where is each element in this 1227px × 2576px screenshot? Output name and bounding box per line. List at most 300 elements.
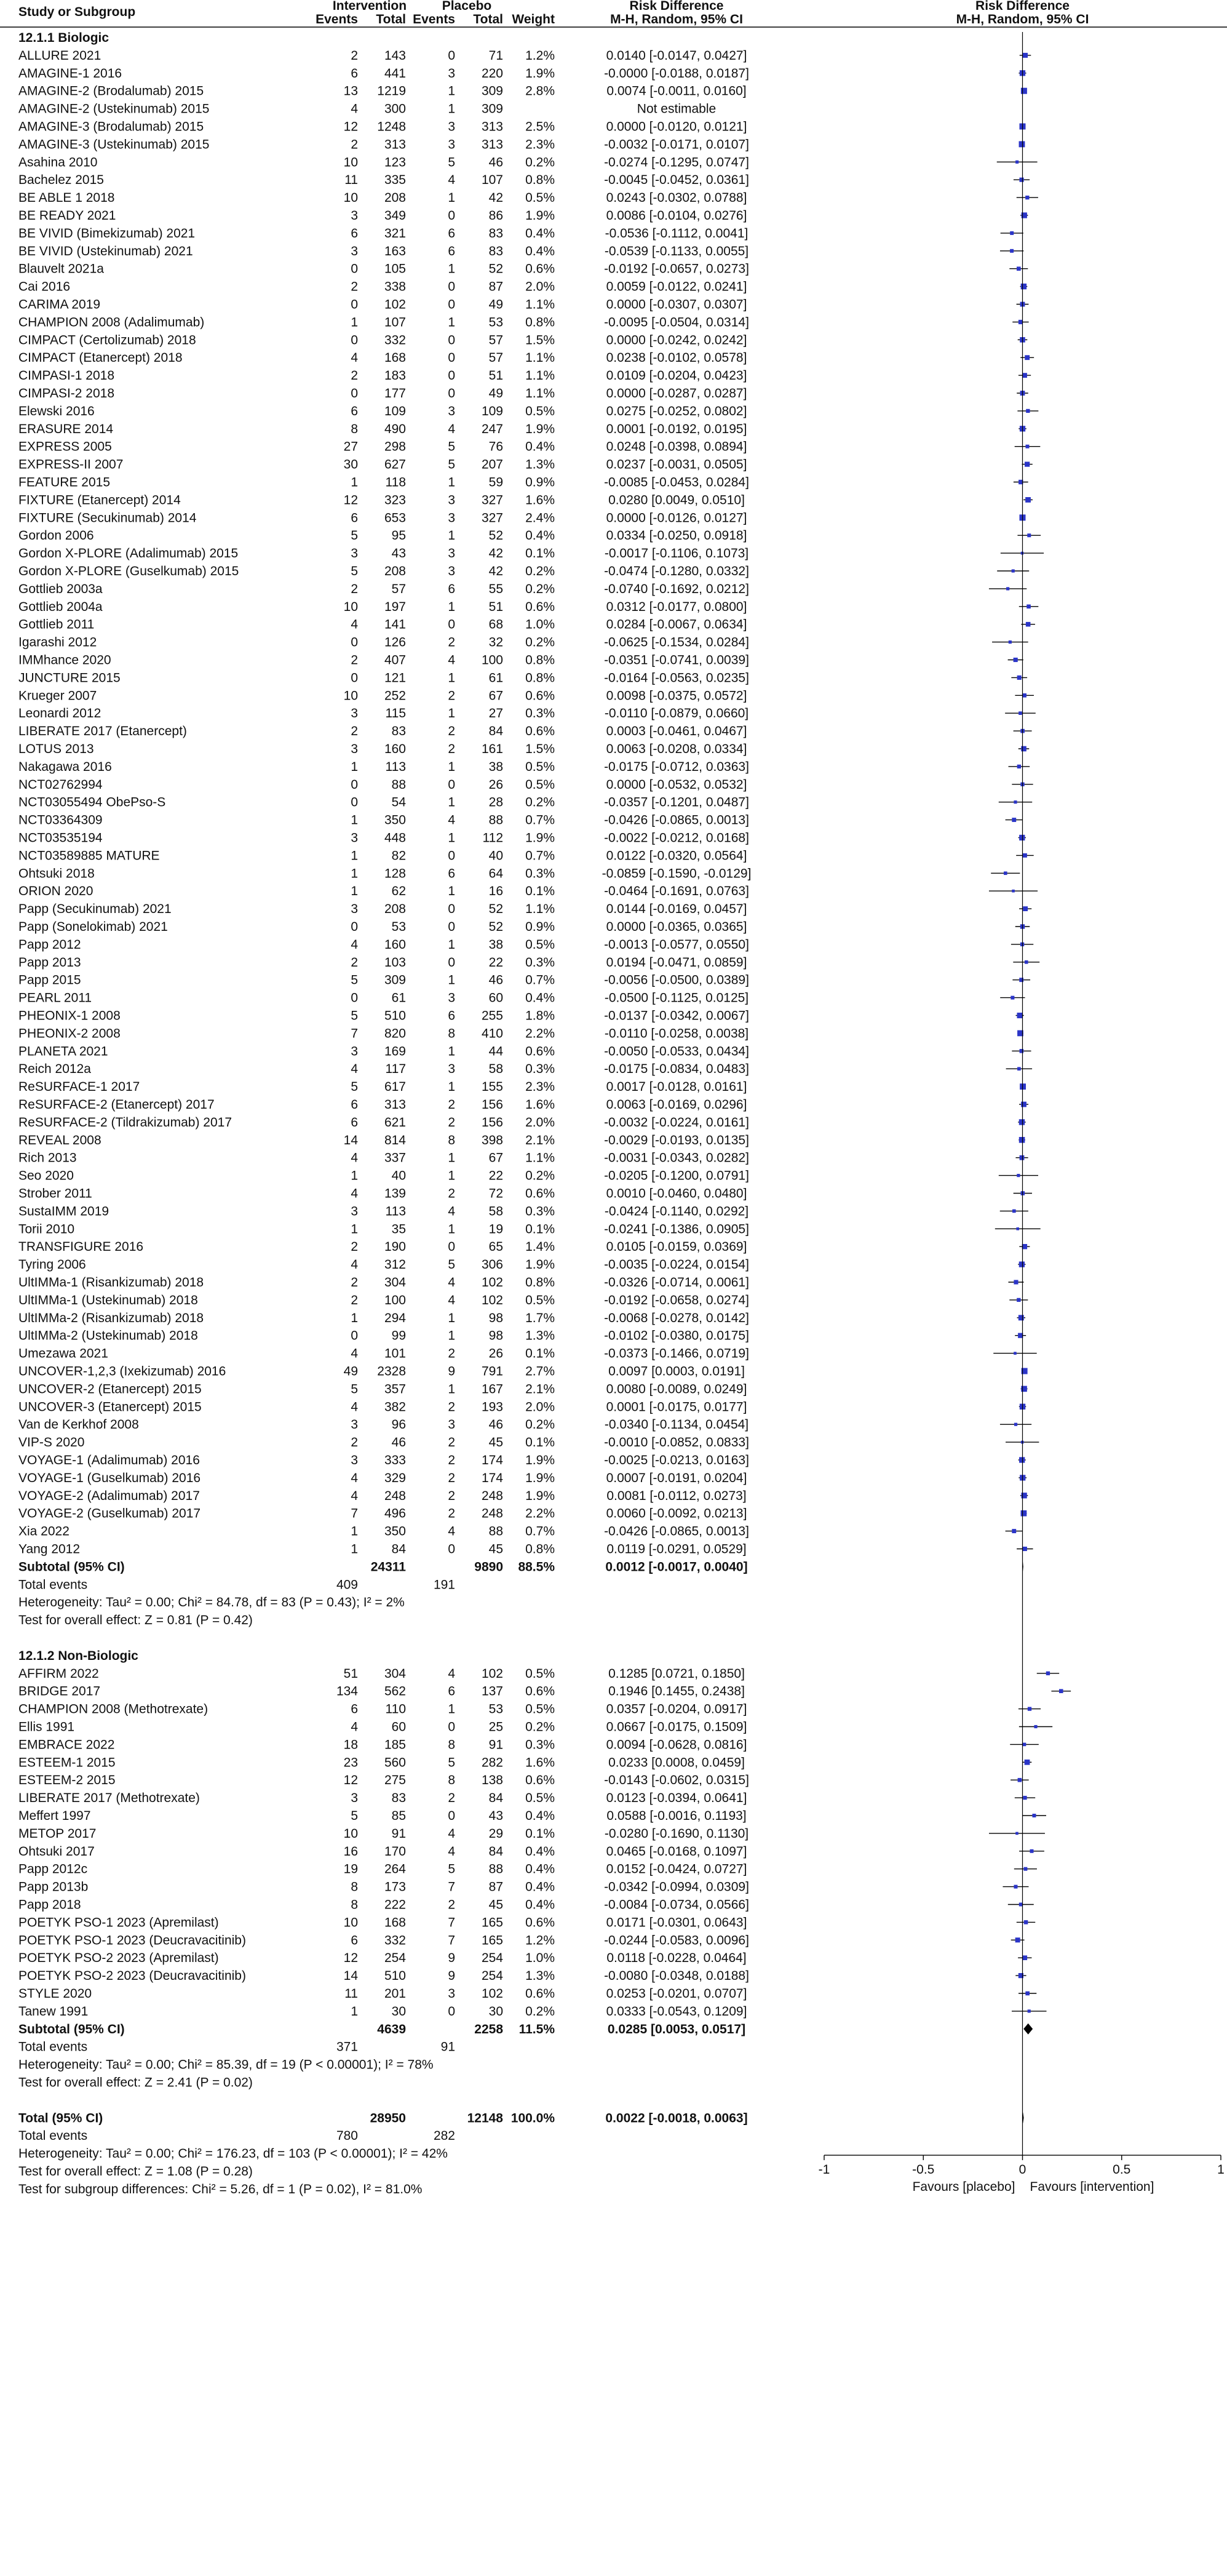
study-events-intervention: 14 (343, 1969, 358, 1984)
study-effect-square (1016, 1227, 1019, 1230)
study-events-placebo: 4 (448, 173, 455, 188)
overall-effect-text: Test for overall effect: Z = 2.41 (P = 0.02) (18, 2075, 253, 2090)
study-events-intervention: 10 (343, 1826, 358, 1841)
study-effect-square (1020, 1049, 1024, 1053)
study-total-placebo: 83 (488, 226, 503, 241)
study-name: Ohtsuki 2017 (18, 1844, 95, 1859)
study-total-placebo: 76 (488, 439, 503, 454)
study-effect-square (1021, 746, 1026, 752)
study-total-placebo: 16 (488, 884, 503, 899)
study-ci: 0.0280 [0.0049, 0.0510] (608, 493, 745, 508)
study-events-placebo: 1 (448, 261, 455, 276)
study-total-intervention: 510 (384, 1008, 406, 1023)
study-events-placebo: 7 (448, 1915, 455, 1930)
study-weight: 0.6% (525, 1987, 555, 2001)
study-name: UNCOVER-1,2,3 (Ixekizumab) 2016 (18, 1364, 226, 1379)
study-events-intervention: 0 (351, 777, 358, 792)
study-ci: 0.0007 [-0.0191, 0.0204] (606, 1470, 747, 1485)
study-effect-square (1017, 1013, 1023, 1018)
study-total-placebo: 88 (488, 813, 503, 827)
study-total-placebo: 52 (488, 902, 503, 917)
study-ci: -0.0085 [-0.0453, 0.0284] (604, 475, 749, 490)
study-weight: 0.5% (525, 759, 555, 774)
study-total-intervention: 82 (391, 848, 406, 863)
study-ci: 0.0017 [-0.0128, 0.0161] (606, 1080, 747, 1095)
study-name: VOYAGE-2 (Guselkumab) 2017 (18, 1506, 201, 1521)
study-total-placebo: 98 (488, 1310, 503, 1325)
study-total-placebo: 29 (488, 1826, 503, 1841)
study-events-placebo: 0 (448, 209, 455, 223)
study-weight: 2.1% (525, 1133, 555, 1147)
study-events-placebo: 1 (448, 528, 455, 543)
study-name: Gordon X-PLORE (Guselkumab) 2015 (18, 564, 239, 578)
study-name: Papp 2013 (18, 955, 81, 970)
total-events-intervention: 409 (336, 1577, 358, 1592)
study-name: Cai 2016 (18, 279, 71, 294)
study-events-intervention: 7 (351, 1026, 358, 1041)
study-events-intervention: 0 (351, 386, 358, 401)
study-name: LIBERATE 2017 (Methotrexate) (18, 1791, 200, 1806)
study-events-placebo: 3 (448, 991, 455, 1005)
x-axis-tick-label: -0.5 (912, 2163, 935, 2177)
study-total-intervention: 304 (384, 1666, 406, 1681)
study-events-intervention: 10 (343, 599, 358, 614)
study-name: Rich 2013 (18, 1150, 77, 1165)
study-weight: 0.8% (525, 315, 555, 330)
x-axis-tick-label: 1 (1217, 2163, 1225, 2177)
study-total-intervention: 123 (384, 155, 406, 170)
study-total-placebo: 43 (488, 1809, 503, 1823)
study-events-placebo: 0 (448, 777, 455, 792)
study-weight: 0.9% (525, 475, 555, 490)
study-name: FIXTURE (Secukinumab) 2014 (18, 511, 197, 525)
study-total-placebo: 52 (488, 528, 503, 543)
study-events-placebo: 1 (448, 1080, 455, 1095)
study-events-placebo: 2 (448, 1470, 455, 1485)
study-ci: 0.0243 [-0.0302, 0.0788] (606, 191, 747, 205)
study-events-placebo: 2 (448, 1453, 455, 1467)
study-weight: 2.1% (525, 1382, 555, 1397)
study-weight: 1.1% (525, 1150, 555, 1165)
study-events-placebo: 5 (448, 1258, 455, 1272)
study-total-intervention: 84 (391, 1542, 406, 1557)
study-name: NCT02762994 (18, 777, 103, 792)
subtotal-weight: 88.5% (518, 1560, 555, 1574)
study-weight: 1.5% (525, 333, 555, 348)
study-events-intervention: 3 (351, 902, 358, 917)
study-weight: 2.3% (525, 1080, 555, 1095)
study-events-intervention: 1 (351, 1542, 358, 1557)
study-total-intervention: 201 (384, 1987, 406, 2001)
study-name: JUNCTURE 2015 (18, 671, 121, 685)
study-ci: 0.0063 [-0.0208, 0.0334] (606, 742, 747, 756)
study-name: POETYK PSO-1 2023 (Apremilast) (18, 1915, 219, 1930)
study-events-placebo: 0 (448, 279, 455, 294)
study-effect-square (1020, 1155, 1025, 1160)
study-name: Reich 2012a (18, 1062, 91, 1077)
study-name: Ellis 1991 (18, 1720, 75, 1734)
study-events-placebo: 2 (448, 1435, 455, 1450)
study-name: BE VIVID (Bimekizumab) 2021 (18, 226, 196, 241)
study-weight: 2.8% (525, 84, 555, 98)
study-events-placebo: 5 (448, 457, 455, 472)
study-events-intervention: 3 (351, 831, 358, 845)
study-events-placebo: 3 (448, 137, 455, 152)
study-ci: 0.0000 [-0.0287, 0.0287] (606, 386, 747, 401)
study-effect-square (1014, 1423, 1017, 1426)
study-events-placebo: 1 (448, 1702, 455, 1717)
study-effect-square (1023, 853, 1027, 858)
study-events-intervention: 6 (351, 1115, 358, 1130)
study-ci: -0.0110 [-0.0879, 0.0660] (604, 706, 749, 721)
study-name: Igarashi 2012 (18, 635, 97, 650)
study-effect-square (1010, 231, 1014, 235)
study-effect-square (1028, 1707, 1031, 1710)
study-name: NCT03055494 ObePso-S (18, 795, 166, 810)
study-total-intervention: 321 (384, 226, 406, 241)
study-weight: 0.6% (525, 1044, 555, 1059)
study-events-placebo: 3 (448, 1987, 455, 2001)
study-events-placebo: 2 (448, 1115, 455, 1130)
study-ci: -0.0192 [-0.0657, 0.0273] (604, 261, 749, 276)
study-weight: 0.4% (525, 1880, 555, 1894)
study-effect-square (1019, 835, 1025, 840)
study-events-intervention: 1 (351, 866, 358, 881)
study-name: ReSURFACE-2 (Tildrakizumab) 2017 (18, 1115, 232, 1130)
study-events-placebo: 1 (448, 1044, 455, 1059)
study-events-intervention: 23 (343, 1755, 358, 1770)
study-events-intervention: 3 (351, 244, 358, 258)
study-total-intervention: 169 (384, 1044, 406, 1059)
study-total-placebo: 84 (488, 1844, 503, 1859)
study-events-placebo: 4 (448, 1204, 455, 1219)
study-total-placebo: 306 (481, 1258, 503, 1272)
study-events-placebo: 0 (448, 617, 455, 632)
study-events-placebo: 4 (448, 1275, 455, 1290)
study-name: ReSURFACE-1 2017 (18, 1080, 140, 1095)
study-total-placebo: 51 (488, 599, 503, 614)
subtotal-label: Subtotal (95% CI) (18, 1560, 125, 1574)
study-weight: 0.3% (525, 1062, 555, 1077)
study-total-intervention: 177 (384, 386, 406, 401)
study-events-intervention: 3 (351, 209, 358, 223)
study-events-placebo: 1 (448, 102, 455, 116)
subtotal-total-intervention: 24311 (370, 1560, 406, 1574)
study-events-intervention: 12 (343, 493, 358, 508)
study-events-intervention: 6 (351, 1933, 358, 1948)
study-name: POETYK PSO-1 2023 (Deucravacitinib) (18, 1933, 246, 1948)
study-ci: 0.0000 [-0.0242, 0.0242] (606, 333, 747, 348)
study-effect-square (1025, 497, 1031, 503)
study-events-intervention: 2 (351, 1240, 358, 1254)
study-ci: 0.0194 [-0.0471, 0.0859] (606, 955, 747, 970)
study-weight: 1.9% (525, 1258, 555, 1272)
study-events-placebo: 5 (448, 155, 455, 170)
study-weight: 1.5% (525, 742, 555, 756)
study-ci: -0.0084 [-0.0734, 0.0566] (604, 1897, 749, 1912)
study-events-placebo: 7 (448, 1933, 455, 1948)
study-total-intervention: 168 (384, 1915, 406, 1930)
study-effect-square (1030, 1849, 1034, 1853)
study-name: NCT03535194 (18, 831, 103, 845)
study-name: IMMhance 2020 (18, 653, 111, 668)
study-events-placebo: 6 (448, 226, 455, 241)
study-weight: 0.3% (525, 955, 555, 970)
study-events-intervention: 1 (351, 1524, 358, 1539)
study-events-intervention: 16 (343, 1844, 358, 1859)
study-events-placebo: 3 (448, 511, 455, 525)
study-total-intervention: 338 (384, 279, 406, 294)
study-name: Torii 2010 (18, 1222, 75, 1237)
study-events-placebo: 3 (448, 564, 455, 578)
study-name: Van de Kerkhof 2008 (18, 1418, 139, 1432)
study-total-intervention: 139 (384, 1186, 406, 1201)
study-total-placebo: 44 (488, 1044, 503, 1059)
study-events-placebo: 5 (448, 439, 455, 454)
study-name: POETYK PSO-2 2023 (Deucravacitinib) (18, 1969, 246, 1984)
study-name: Yang 2012 (18, 1542, 81, 1557)
study-total-intervention: 298 (384, 439, 406, 454)
study-events-placebo: 0 (448, 1809, 455, 1823)
study-events-placebo: 0 (448, 902, 455, 917)
study-events-intervention: 5 (351, 1008, 358, 1023)
study-total-placebo: 84 (488, 724, 503, 739)
overall-events-intervention: 780 (336, 2129, 358, 2143)
study-total-intervention: 2328 (377, 1364, 406, 1379)
study-total-intervention: 160 (384, 742, 406, 756)
total-events-label: Total events (18, 1577, 88, 1592)
study-total-intervention: 313 (384, 137, 406, 152)
study-effect-square (1017, 1298, 1020, 1302)
study-total-intervention: 333 (384, 1453, 406, 1467)
header-total-placebo: Total (473, 12, 503, 26)
study-weight: 0.4% (525, 244, 555, 258)
x-axis-tick-label: 0.5 (1113, 2163, 1131, 2177)
study-effect-square (1021, 88, 1027, 94)
study-weight: 2.0% (525, 1400, 555, 1414)
study-total-placebo: 67 (488, 1150, 503, 1165)
study-name: Gordon X-PLORE (Adalimumab) 2015 (18, 546, 239, 561)
study-ci: -0.0175 [-0.0712, 0.0363] (604, 759, 749, 774)
study-weight: 0.6% (525, 724, 555, 739)
study-weight: 1.9% (525, 66, 555, 81)
study-weight: 0.6% (525, 1684, 555, 1699)
study-effect-square (1025, 461, 1030, 466)
study-name: Asahina 2010 (18, 155, 98, 170)
study-weight: 0.6% (525, 261, 555, 276)
study-effect-square (1012, 1529, 1016, 1533)
study-events-placebo: 0 (448, 955, 455, 970)
study-name: AMAGINE-3 (Brodalumab) 2015 (18, 119, 204, 134)
study-ci: -0.0326 [-0.0714, 0.0061] (604, 1275, 749, 1290)
study-ci: -0.0274 [-0.1295, 0.0747] (604, 155, 749, 170)
study-total-placebo: 161 (481, 742, 503, 756)
study-effect-square (1014, 1352, 1017, 1355)
study-total-intervention: 1219 (377, 84, 406, 98)
study-events-placebo: 1 (448, 1168, 455, 1183)
study-total-placebo: 22 (488, 955, 503, 970)
study-events-intervention: 12 (343, 1773, 358, 1788)
study-name: Papp (Secukinumab) 2021 (18, 902, 172, 917)
study-events-intervention: 6 (351, 511, 358, 525)
study-ci: 0.1946 [0.1455, 0.2438] (608, 1684, 745, 1699)
study-events-placebo: 5 (448, 1755, 455, 1770)
study-total-placebo: 49 (488, 297, 503, 312)
study-events-placebo: 1 (448, 937, 455, 952)
study-events-intervention: 4 (351, 1488, 358, 1503)
study-weight: 1.0% (525, 617, 555, 632)
study-weight: 1.4% (525, 1240, 555, 1254)
study-name: BE READY 2021 (18, 209, 116, 223)
study-events-intervention: 2 (351, 279, 358, 294)
subgroup-title: 12.1.1 Biologic (18, 31, 109, 45)
study-name: Gottlieb 2004a (18, 599, 103, 614)
study-total-intervention: 820 (384, 1026, 406, 1041)
study-effect-square (1019, 711, 1022, 715)
study-weight: 1.9% (525, 1470, 555, 1485)
study-events-intervention: 1 (351, 1222, 358, 1237)
total-events-intervention: 371 (336, 2040, 358, 2054)
study-events-placebo: 0 (448, 920, 455, 934)
header-study: Study or Subgroup (18, 5, 136, 19)
study-events-placebo: 2 (448, 688, 455, 703)
study-total-placebo: 64 (488, 866, 503, 881)
study-events-intervention: 1 (351, 759, 358, 774)
heterogeneity-text: Heterogeneity: Tau² = 0.00; Chi² = 84.78, df = 83 (P = 0.43); I² = 2% (18, 1595, 405, 1610)
study-events-placebo: 1 (448, 599, 455, 614)
study-events-placebo: 3 (448, 1418, 455, 1432)
header-events-intervention: Events (316, 12, 358, 26)
study-weight: 1.9% (525, 1488, 555, 1503)
study-total-intervention: 46 (391, 1435, 406, 1450)
study-events-intervention: 12 (343, 119, 358, 134)
study-events-placebo: 0 (448, 1720, 455, 1734)
study-total-intervention: 350 (384, 1524, 406, 1539)
study-name: LOTUS 2013 (18, 742, 94, 756)
study-ci: 0.0080 [-0.0089, 0.0249] (606, 1382, 747, 1397)
study-total-intervention: 40 (391, 1168, 406, 1183)
study-ci: -0.0424 [-0.1140, 0.0292] (604, 1204, 749, 1219)
study-effect-square (1023, 1867, 1027, 1871)
study-events-intervention: 11 (344, 173, 358, 188)
heterogeneity-text: Heterogeneity: Tau² = 0.00; Chi² = 85.39, df = 19 (P < 0.00001); I² = 78% (18, 2057, 434, 2072)
study-ci: -0.0029 [-0.0193, 0.0135] (604, 1133, 749, 1147)
favours-intervention-label: Favours [intervention] (1030, 2180, 1154, 2195)
study-events-intervention: 0 (351, 635, 358, 650)
study-total-placebo: 255 (481, 1008, 503, 1023)
study-total-intervention: 496 (384, 1506, 406, 1521)
study-effect-square (1019, 178, 1023, 182)
study-name: Gottlieb 2011 (18, 617, 95, 632)
study-weight: 1.8% (525, 1008, 555, 1023)
study-events-placebo: 4 (448, 1844, 455, 1859)
study-events-intervention: 1 (351, 1168, 358, 1183)
favours-placebo-label: Favours [placebo] (912, 2180, 1015, 2195)
study-total-placebo: 156 (481, 1115, 503, 1130)
study-effect-square (1019, 1457, 1025, 1462)
study-total-intervention: 57 (391, 581, 406, 596)
study-weight: 0.4% (525, 439, 555, 454)
study-total-intervention: 101 (384, 1346, 406, 1361)
study-events-placebo: 0 (448, 848, 455, 863)
study-name: VOYAGE-1 (Adalimumab) 2016 (18, 1453, 200, 1467)
study-total-intervention: 441 (384, 66, 406, 81)
study-events-intervention: 0 (351, 920, 358, 934)
study-name: Umezawa 2021 (18, 1346, 108, 1361)
study-total-intervention: 113 (385, 759, 406, 774)
study-total-intervention: 60 (391, 1720, 406, 1734)
study-total-placebo: 248 (481, 1488, 503, 1503)
study-name: AFFIRM 2022 (18, 1666, 99, 1681)
study-total-placebo: 137 (481, 1684, 503, 1699)
study-name: AMAGINE-3 (Ustekinumab) 2015 (18, 137, 210, 152)
study-weight: 0.8% (525, 1542, 555, 1557)
study-weight: 0.5% (525, 191, 555, 205)
subtotal-ci: 0.0285 [0.0053, 0.0517] (607, 2022, 746, 2036)
study-total-intervention: 160 (384, 937, 406, 952)
study-ci: 0.0060 [-0.0092, 0.0213] (606, 1506, 747, 1521)
study-weight: 1.0% (525, 1951, 555, 1966)
study-effect-square (1034, 1725, 1037, 1728)
study-total-placebo: 53 (488, 315, 503, 330)
study-events-placebo: 1 (448, 84, 455, 98)
study-ci: 0.1285 [0.0721, 0.1850] (608, 1666, 745, 1681)
study-ci: -0.0357 [-0.1201, 0.0487] (604, 795, 749, 810)
study-total-placebo: 98 (488, 1328, 503, 1343)
study-total-placebo: 100 (481, 653, 503, 668)
study-ci: -0.0022 [-0.0212, 0.0168] (604, 831, 749, 845)
study-total-intervention: 54 (391, 795, 406, 810)
study-effect-square (1019, 1903, 1023, 1907)
header-rd-title-left: Risk Difference (629, 0, 724, 13)
study-total-placebo: 22 (488, 1168, 503, 1183)
study-ci: 0.0074 [-0.0011, 0.0160] (606, 84, 747, 98)
study-weight: 0.6% (525, 1186, 555, 1201)
study-name: VOYAGE-2 (Adalimumab) 2017 (18, 1488, 200, 1503)
study-events-intervention: 2 (351, 653, 358, 668)
study-name: Tyring 2006 (18, 1258, 86, 1272)
study-name: LIBERATE 2017 (Etanercept) (18, 724, 187, 739)
study-name: Gordon 2006 (18, 528, 94, 543)
study-events-intervention: 4 (351, 937, 358, 952)
study-ci: 0.0144 [-0.0169, 0.0457] (606, 902, 747, 917)
study-events-intervention: 6 (351, 66, 358, 81)
study-events-intervention: 3 (351, 1791, 358, 1806)
study-events-placebo: 6 (448, 1684, 455, 1699)
study-name: ESTEEM-1 2015 (18, 1755, 116, 1770)
study-ci: -0.0244 [-0.0583, 0.0096] (604, 1933, 749, 1948)
study-weight: 0.7% (525, 1524, 555, 1539)
study-total-intervention: 814 (384, 1133, 406, 1147)
study-total-intervention: 102 (384, 297, 406, 312)
study-events-intervention: 0 (351, 297, 358, 312)
study-ci: 0.0003 [-0.0461, 0.0467] (606, 724, 747, 739)
study-events-intervention: 0 (351, 1328, 358, 1343)
study-name: ReSURFACE-2 (Etanercept) 2017 (18, 1098, 215, 1112)
study-events-placebo: 4 (448, 653, 455, 668)
study-total-intervention: 83 (391, 1791, 406, 1806)
study-total-placebo: 27 (488, 706, 503, 721)
study-effect-square (1046, 1672, 1050, 1675)
study-total-intervention: 407 (384, 653, 406, 668)
study-events-intervention: 5 (351, 528, 358, 543)
study-name: Papp (Sonelokimab) 2021 (18, 920, 168, 934)
study-ci: 0.0253 [-0.0201, 0.0707] (606, 1987, 747, 2001)
study-weight: 0.2% (525, 581, 555, 596)
study-weight: 0.2% (525, 795, 555, 810)
study-effect-square (1015, 1832, 1019, 1835)
study-weight: 1.2% (525, 48, 555, 63)
